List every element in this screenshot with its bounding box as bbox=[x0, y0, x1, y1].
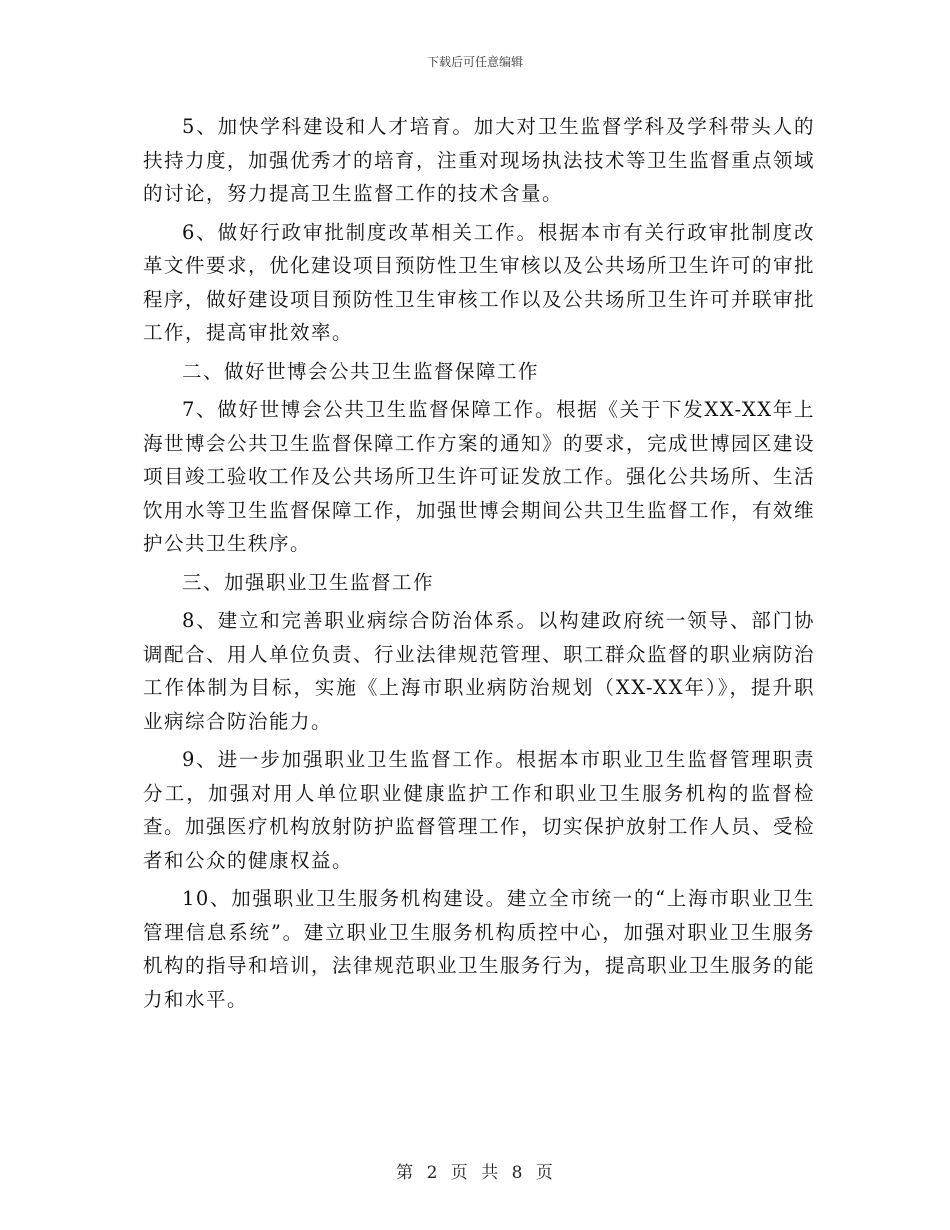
footer-prefix: 第 bbox=[396, 1163, 415, 1183]
paragraph-10: 10、加强职业卫生服务机构建设。建立全市统一的“上海市职业卫生管理信息系统”。建立职业卫生服务机构质控中心，加强对职业卫生服务机构的指导和培训，法律规范职业卫生服务行为，提高职业卫生服务的能力和水平。 bbox=[143, 887, 816, 1011]
page-header-note: 下载后可任意编辑 bbox=[426, 55, 523, 69]
paragraph-9: 9、进一步加强职业卫生监督工作。根据本市职业卫生监督管理职责分工，加强对用人单位职业健康监护工作和职业卫生服务机构的监督检查。加强医疗机构放射防护监督管理工作，切实保护放射工作人员、受检者和公众的健康权益。 bbox=[143, 748, 816, 872]
document-body bbox=[143, 110, 815, 1016]
section-heading-3: 三、加强职业卫生监督工作 bbox=[182, 570, 435, 594]
footer-total-word: 共 bbox=[481, 1163, 500, 1183]
paragraph-5: 5、加快学科建设和人才培育。加大对卫生监督学科及学科带头人的扶持力度，加强优秀才的培育，注重对现场执法技术等卫生监督重点领域的讨论，努力提高卫生监督工作的技术含量。 bbox=[143, 115, 816, 205]
section-heading-2: 二、做好世博会公共卫生监督保障工作 bbox=[182, 359, 540, 383]
paragraph-7: 7、做好世博会公共卫生监督保障工作。根据《关于下发XX-XX年上海世博会公共卫生监督保障工作方案的通知》的要求，完成世博园区建设项目竣工验收工作及公共场所卫生许可证发放工作。强化公共场所、生活饮用水等卫生监督保障工作，加强世博会期间公共卫生监督工作，有效维护公共卫生秩序。 bbox=[143, 398, 816, 555]
total-page-number: 8 bbox=[511, 1163, 524, 1183]
current-page-number: 2 bbox=[426, 1163, 439, 1183]
paragraph-6: 6、做好行政审批制度改革相关工作。根据本市有关行政审批制度改革文件要求，优化建设项目预防性卫生审核以及公共场所卫生许可的审批程序，做好建设项目预防性卫生审核工作以及公共场所卫生许可并联审批工作，提高审批效率。 bbox=[143, 220, 816, 344]
page-number-footer bbox=[0, 1158, 950, 1183]
paragraph-8: 8、建立和完善职业病综合防治体系。以构建政府统一领导、部门协调配合、用人单位负责、行业法律规范管理、职工群众监督的职业病防治工作体制为目标，实施《上海市职业病防治规划（XX-XX年）》，提升职业病综合防治能力。 bbox=[143, 609, 816, 733]
footer-suffix: 页 bbox=[535, 1163, 554, 1183]
footer-page-word: 页 bbox=[450, 1163, 469, 1183]
